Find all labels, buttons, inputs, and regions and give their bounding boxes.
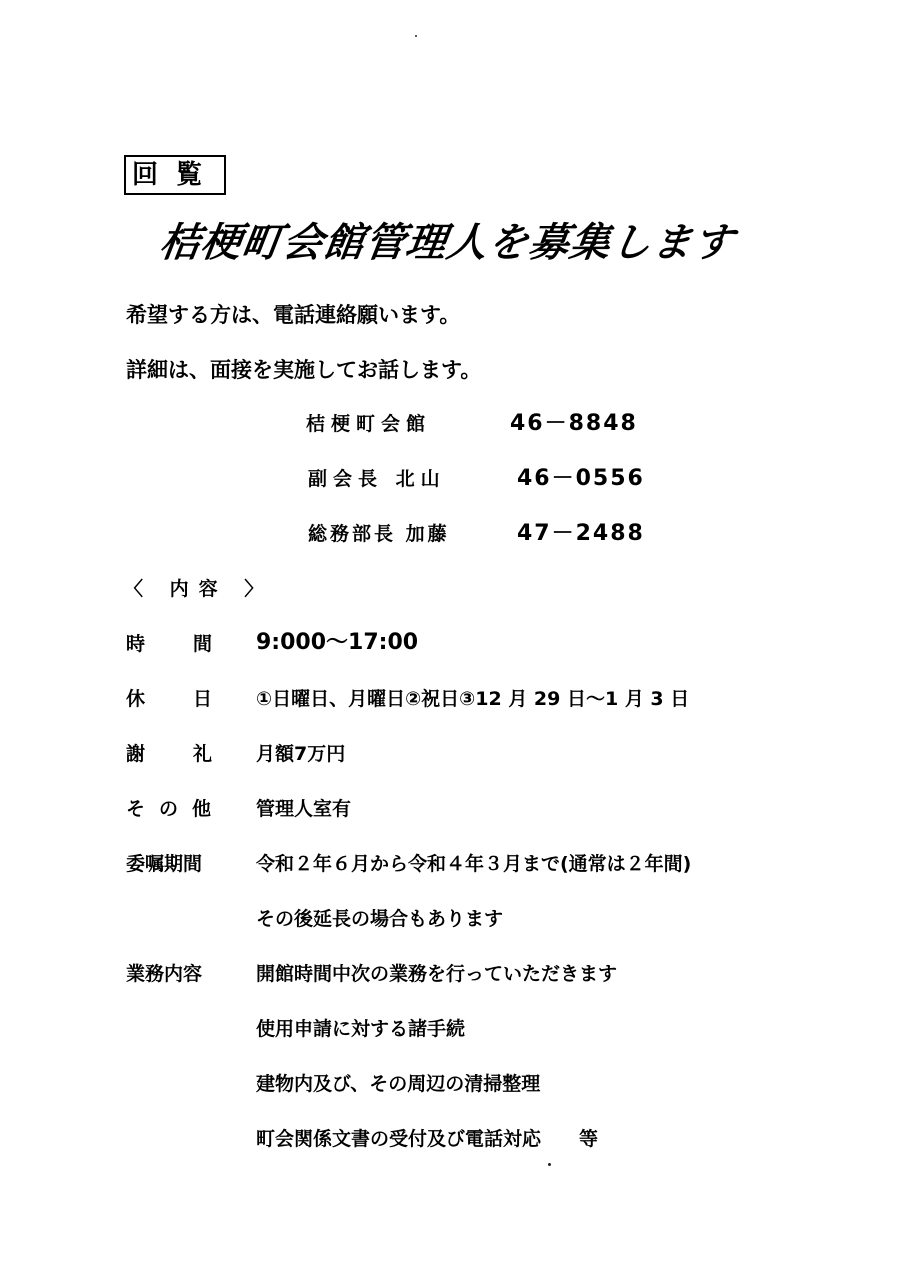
duty-item: 使用申請に対する諸手続 [256,1018,466,1040]
duty-item: 町会関係文書の受付及び電話対応 等 [256,1128,599,1150]
holidays-value: ①日曜日、月曜日②祝日③12 月 29 日～1 月 3 日 [256,688,690,710]
intro-line-2: 詳細は、面接を実施してお話します。 [126,358,482,382]
hours-label: 時間 [126,633,261,655]
term-note: その後延長の場合もあります [256,908,504,930]
contact-phone-vice-chair: 46－0556 [517,466,645,491]
hours-value: 9:000～17:00 [256,630,419,655]
term-value: 令和２年６月から令和４年３月まで(通常は２年間) [256,853,692,875]
scan-speck [548,1163,551,1166]
circular-stamp: 回覧 [124,155,226,195]
fee-value: 月額7万円 [256,743,346,765]
section-heading: 〈 内容 〉 [124,578,274,600]
fee-label: 謝礼 [126,743,261,765]
contact-name-hall: 桔梗町会館 [306,413,432,435]
duty-item: 開館時間中次の業務を行っていただきます [256,963,618,985]
page-title: 桔梗町会館管理人を募集します [156,220,738,266]
contact-name-general-affairs: 総務部長 加藤 [308,523,450,545]
scan-speck [415,35,417,37]
contact-name-vice-chair: 副会長 北山 [308,468,446,490]
other-label: その他 [126,798,226,820]
duty-item: 建物内及び、その周辺の清掃整理 [256,1073,541,1095]
duties-label: 業務内容 [126,963,203,985]
term-label: 委嘱期間 [126,853,203,875]
contact-phone-general-affairs: 47－2488 [517,521,645,546]
holidays-label: 休日 [126,688,261,710]
contact-phone-hall: 46－8848 [510,411,638,436]
other-value: 管理人室有 [256,798,352,820]
intro-line-1: 希望する方は、電話連絡願います。 [126,303,461,327]
